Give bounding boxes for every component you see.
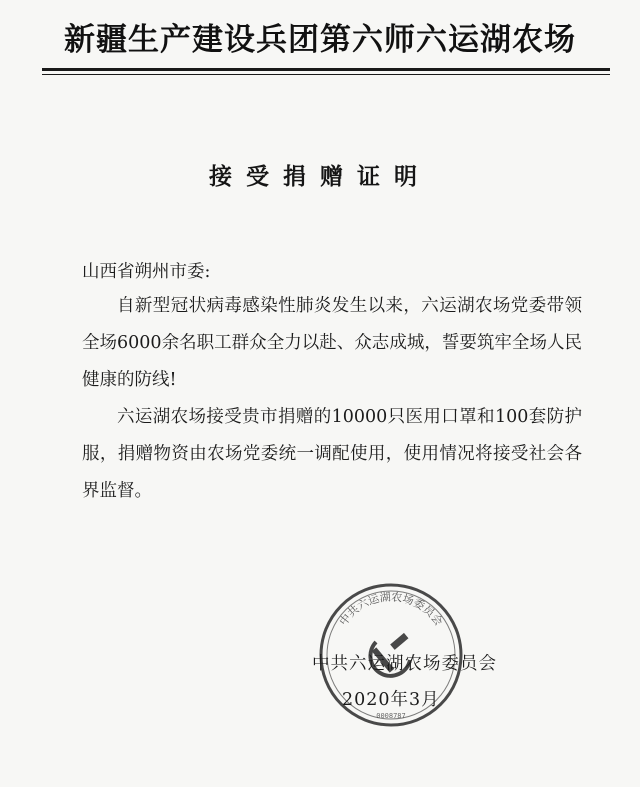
signature-line: 中共六运湖农场委员会 [312,654,497,674]
letterhead-title: 新疆生产建设兵团第六师六运湖农场 [64,22,576,58]
body-paragraph-1: 自新型冠状病毒感染性肺炎发生以来，六运湖农场党委带领全场6000余名职工群众全力以赴、众志成城，誓要筑牢全场人民健康的防线! [82,296,582,390]
document-body [82,288,582,510]
seal-number: 0008787 [376,712,406,720]
body-paragraph-2: 六运湖农场接受贵市捐赠的10000只医用口罩和100套防护服，捐赠物资由农场党委统一调配使用，使用情况将接受社会各界监督。 [82,407,582,501]
seal-arc-text: 中共六运湖农场委员会 [336,590,446,629]
document-title: 接受捐赠证明 [209,163,431,190]
signature-date: 2020年3月 [342,690,440,710]
letterhead-rule-thin [42,74,610,75]
salutation: 山西省朔州市委: [82,262,211,282]
letterhead-rule-thick [42,68,610,71]
